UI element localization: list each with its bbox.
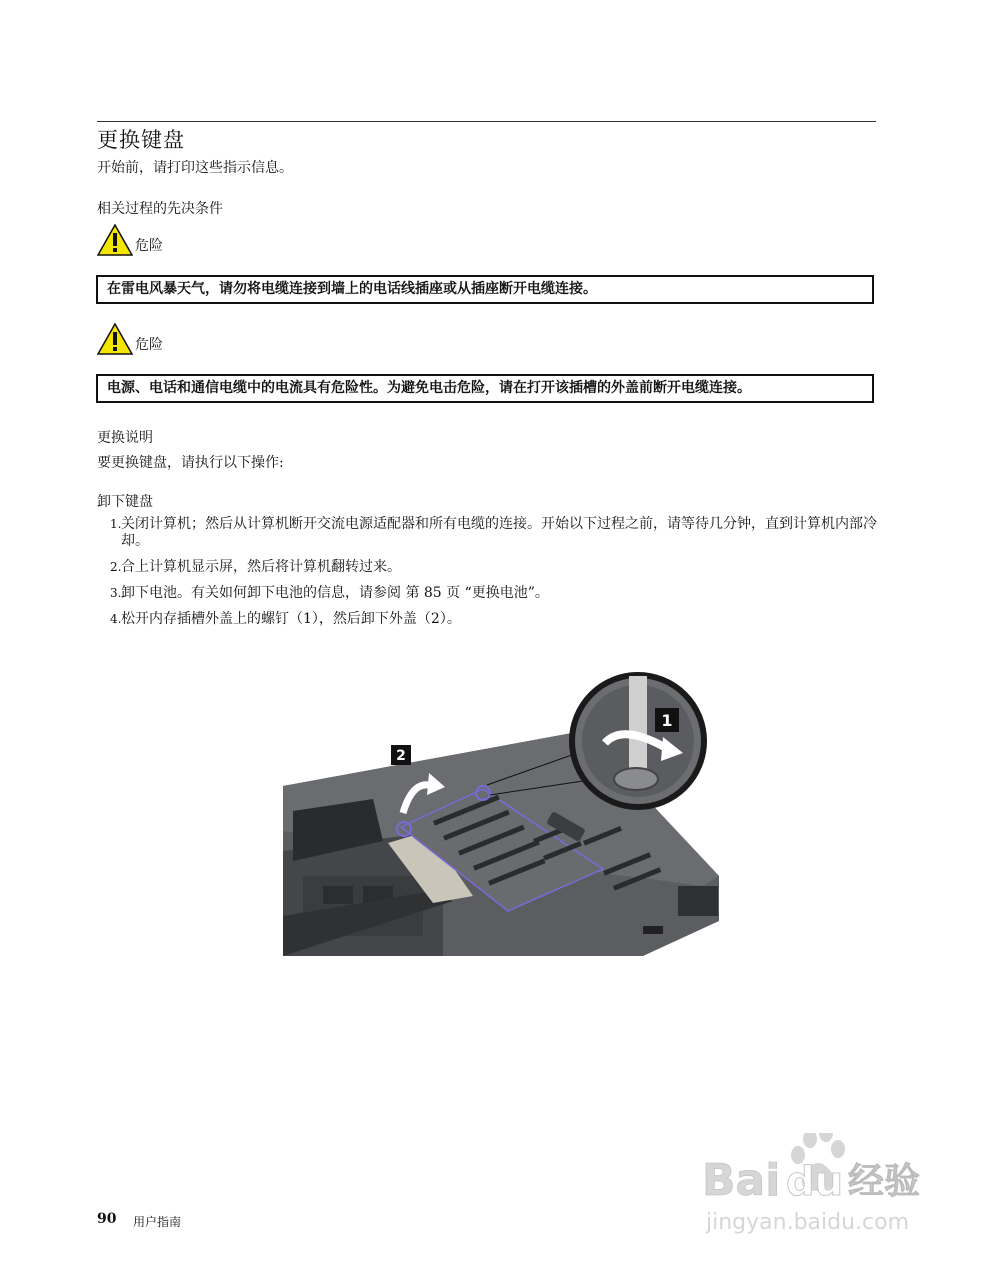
danger-box-2: 电源、电话和通信电缆中的电流具有危险性。为避免电击危险，请在打开该插槽的外盖前断开电缆连接。 (96, 374, 874, 403)
memory-cover-illustration (283, 671, 723, 956)
danger-heading-1 (97, 224, 163, 256)
remove-heading: 卸下键盘 (97, 494, 153, 510)
doc-title: 用户指南 (133, 1215, 182, 1229)
warning-icon (97, 224, 133, 256)
svg-text:经验: 经验 (848, 1161, 921, 1202)
callout-2-label: 2 (396, 748, 406, 764)
title-rule (97, 121, 876, 122)
svg-text:jingyan.baidu.com: jingyan.baidu.com (706, 1210, 910, 1235)
steps-list (98, 516, 878, 628)
warning-icon (97, 323, 133, 355)
danger-heading-2 (97, 323, 163, 355)
svg-text:du: du (786, 1159, 844, 1205)
danger-box-1: 在雷电风暴天气，请勿将电缆连接到墙上的电话线插座或从插座断开电缆连接。 (96, 275, 874, 304)
list-item: 1. 关闭计算机；然后从计算机断开交流电源适配器和所有电缆的连接。开始以下过程之前，请等待几分钟，直到计算机内部冷却。 (110, 516, 877, 549)
baidu-watermark-logo (700, 1133, 940, 1243)
danger-label: 危险 (135, 238, 163, 254)
prereq-heading: 相关过程的先决条件 (97, 201, 223, 217)
list-item: 3. 卸下电池。有关如何卸下电池的信息，请参阅 第 85 页 “更换电池”。 (110, 585, 549, 601)
list-item: 4. 松开内存插槽外盖上的螺钉（1），然后卸下外盖（2）。 (110, 611, 461, 627)
page-number: 90 (97, 1211, 117, 1227)
instructions-intro: 要更换键盘，请执行以下操作: (97, 455, 284, 471)
svg-text:Bai: Bai (702, 1155, 781, 1206)
intro-text: 开始前，请打印这些指示信息。 (97, 160, 293, 176)
danger-label: 危险 (135, 337, 163, 353)
page-title: 更换键盘 (97, 128, 185, 152)
list-item: 2. 合上计算机显示屏，然后将计算机翻转过来。 (110, 559, 401, 575)
instructions-heading: 更换说明 (97, 430, 153, 446)
callout-1-label: 1 (661, 711, 673, 730)
